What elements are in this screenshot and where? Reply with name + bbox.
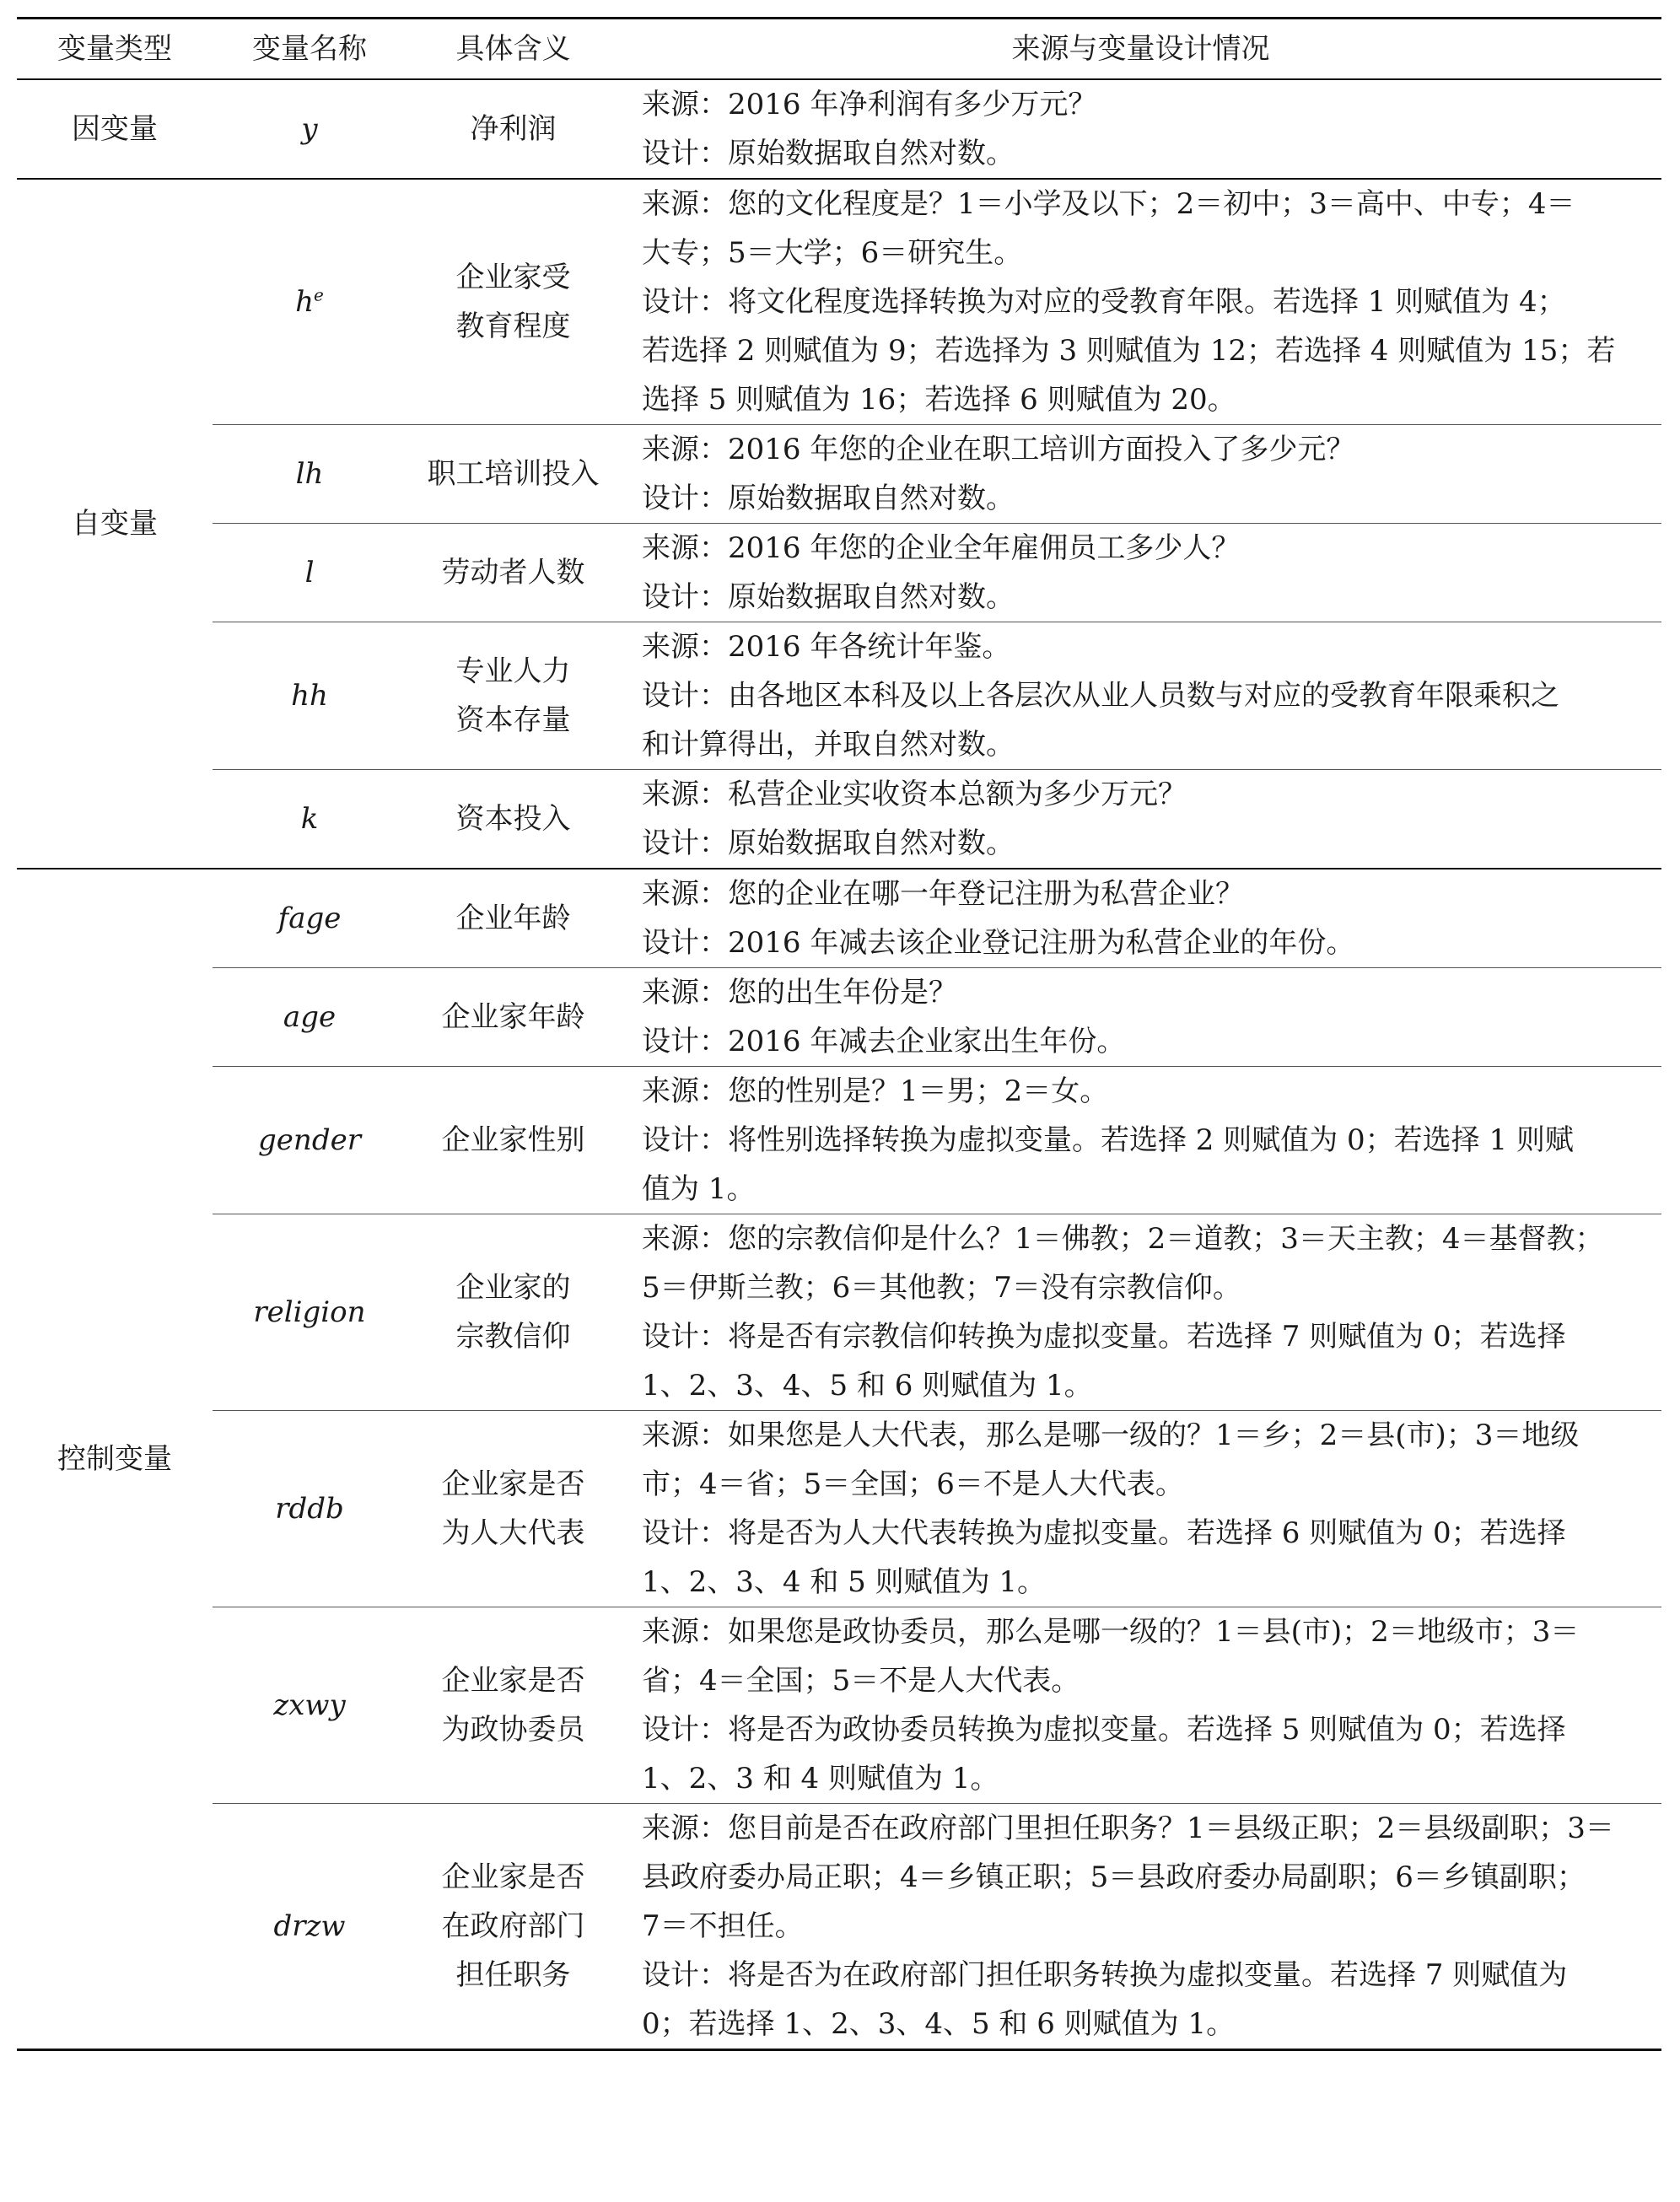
source-design-cell bbox=[620, 622, 1661, 770]
source-design-cell bbox=[620, 1067, 1661, 1214]
header-meaning: 具体含义 bbox=[407, 19, 620, 80]
description-line: 来源：2016 年您的企业全年雇佣员工多少人？ bbox=[642, 531, 1241, 565]
variable-name-cell bbox=[213, 425, 407, 524]
description-line: 省；4＝全国；5＝不是人大代表。 bbox=[642, 1664, 1080, 1698]
variable-symbol: h bbox=[295, 285, 315, 319]
meaning-line: 企业家性别 bbox=[441, 1123, 585, 1157]
table-row bbox=[17, 1411, 1661, 1607]
meaning-line: 资本存量 bbox=[455, 703, 571, 737]
meaning-line: 净利润 bbox=[470, 112, 557, 146]
description-line: 若选择 2 则赋值为 9；若选择为 3 则赋值为 12；若选择 4 则赋值为 15；若 bbox=[642, 334, 1616, 368]
variable-name-cell bbox=[213, 524, 407, 622]
description-line: 设计：原始数据取自然对数。 bbox=[642, 826, 1015, 860]
variable-symbol: l bbox=[304, 556, 315, 590]
description-line: 设计：将性别选择转换为虚拟变量。若选择 2 则赋值为 0；若选择 1 则赋 bbox=[642, 1123, 1574, 1157]
meaning-line: 企业家受 bbox=[455, 261, 571, 294]
description-line: 设计：2016 年减去该企业登记注册为私营企业的年份。 bbox=[642, 926, 1355, 960]
variable-group bbox=[17, 179, 1661, 869]
source-design-cell bbox=[620, 79, 1661, 179]
description-line: 来源：您目前是否在政府部门里担任职务？1＝县级正职；2＝县级副职；3＝ bbox=[642, 1812, 1614, 1845]
variable-group bbox=[17, 869, 1661, 2050]
variable-table bbox=[17, 17, 1661, 2051]
description-line: 值为 1。 bbox=[642, 1172, 756, 1206]
variable-name-cell bbox=[213, 968, 407, 1067]
meaning-line: 在政府部门 bbox=[441, 1909, 585, 1943]
variable-symbol: fage bbox=[277, 902, 342, 935]
description-line: 设计：将是否有宗教信仰转换为虚拟变量。若选择 7 则赋值为 0；若选择 bbox=[642, 1320, 1566, 1354]
header-source-design: 来源与变量设计情况 bbox=[620, 19, 1661, 80]
description-line: 来源：2016 年您的企业在职工培训方面投入了多少元？ bbox=[642, 433, 1355, 466]
variable-symbol: k bbox=[300, 802, 319, 836]
table-row bbox=[17, 770, 1661, 869]
header-row bbox=[17, 19, 1661, 80]
description-line: 0；若选择 1、2、3、4、5 和 6 则赋值为 1。 bbox=[642, 2007, 1236, 2041]
table-row bbox=[17, 425, 1661, 524]
meaning-line: 教育程度 bbox=[455, 310, 571, 343]
meaning-cell bbox=[407, 770, 620, 869]
meaning-line: 担任职务 bbox=[455, 1958, 571, 1992]
variable-superscript: e bbox=[314, 284, 324, 305]
meaning-cell bbox=[407, 79, 620, 179]
meaning-cell bbox=[407, 425, 620, 524]
description-line: 和计算得出，并取自然对数。 bbox=[642, 728, 1015, 762]
description-line: 来源：2016 年各统计年鉴。 bbox=[642, 630, 1011, 664]
description-line: 设计：原始数据取自然对数。 bbox=[642, 482, 1015, 515]
variable-symbol: religion bbox=[253, 1295, 366, 1329]
description-line: 来源：如果您是政协委员，那么是哪一级的？1＝县(市)；2＝地级市；3＝ bbox=[642, 1615, 1580, 1649]
table-row bbox=[17, 1214, 1661, 1411]
meaning-cell bbox=[407, 1067, 620, 1214]
meaning-cell bbox=[407, 622, 620, 770]
source-design-cell bbox=[620, 1214, 1661, 1411]
variable-symbol: lh bbox=[295, 457, 324, 491]
description-line: 7＝不担任。 bbox=[642, 1909, 804, 1943]
meaning-cell bbox=[407, 179, 620, 425]
description-line: 来源：您的文化程度是？1＝小学及以下；2＝初中；3＝高中、中专；4＝ bbox=[642, 187, 1575, 221]
description-line: 大专；5＝大学；6＝研究生。 bbox=[642, 236, 1023, 270]
meaning-line: 劳动者人数 bbox=[441, 556, 585, 590]
source-design-cell bbox=[620, 179, 1661, 425]
meaning-line: 企业家是否 bbox=[441, 1860, 585, 1894]
table-row bbox=[17, 79, 1661, 179]
source-design-cell bbox=[620, 425, 1661, 524]
variable-name-cell bbox=[213, 1214, 407, 1411]
description-line: 来源：您的宗教信仰是什么？1＝佛教；2＝道教；3＝天主教；4＝基督教； bbox=[642, 1222, 1604, 1256]
source-design-cell bbox=[620, 1411, 1661, 1607]
description-line: 设计：原始数据取自然对数。 bbox=[642, 137, 1015, 170]
variable-type-cell: 控制变量 bbox=[17, 869, 213, 2050]
description-line: 来源：您的出生年份是？ bbox=[642, 976, 957, 1009]
meaning-line: 企业家是否 bbox=[441, 1664, 585, 1698]
description-line: 1、2、3 和 4 则赋值为 1。 bbox=[642, 1762, 999, 1796]
table-row bbox=[17, 622, 1661, 770]
description-line: 1、2、3、4、5 和 6 则赋值为 1。 bbox=[642, 1369, 1093, 1402]
meaning-line: 为政协委员 bbox=[441, 1713, 585, 1747]
table-row bbox=[17, 1804, 1661, 2050]
description-line: 市；4＝省；5＝全国；6＝不是人大代表。 bbox=[642, 1467, 1184, 1501]
source-design-cell bbox=[620, 869, 1661, 968]
variable-name-cell bbox=[213, 1067, 407, 1214]
variable-name-cell bbox=[213, 179, 407, 425]
source-design-cell bbox=[620, 524, 1661, 622]
meaning-line: 企业家的 bbox=[455, 1271, 571, 1305]
variable-symbol: rddb bbox=[275, 1492, 344, 1526]
meaning-line: 职工培训投入 bbox=[427, 457, 600, 491]
meaning-cell bbox=[407, 968, 620, 1067]
description-line: 设计：将文化程度选择转换为对应的受教育年限。若选择 1 则赋值为 4； bbox=[642, 285, 1566, 319]
description-line: 1、2、3、4 和 5 则赋值为 1。 bbox=[642, 1565, 1047, 1599]
meaning-line: 企业家年龄 bbox=[441, 1000, 585, 1034]
table-row bbox=[17, 179, 1661, 425]
table-row bbox=[17, 968, 1661, 1067]
meaning-cell bbox=[407, 1214, 620, 1411]
variable-name-cell bbox=[213, 869, 407, 968]
variable-type-cell: 因变量 bbox=[17, 79, 213, 179]
description-line: 设计：原始数据取自然对数。 bbox=[642, 580, 1015, 614]
description-line: 设计：将是否为政协委员转换为虚拟变量。若选择 5 则赋值为 0；若选择 bbox=[642, 1713, 1566, 1747]
variable-name-cell bbox=[213, 1804, 407, 2050]
description-line: 设计：将是否为人大代表转换为虚拟变量。若选择 6 则赋值为 0；若选择 bbox=[642, 1516, 1566, 1550]
variable-type-cell: 自变量 bbox=[17, 179, 213, 869]
variable-group bbox=[17, 79, 1661, 179]
meaning-line: 为人大代表 bbox=[441, 1516, 585, 1550]
variable-symbol: gender bbox=[258, 1123, 361, 1157]
description-line: 县政府委办局正职；4＝乡镇正职；5＝县政府委办局副职；6＝乡镇副职； bbox=[642, 1860, 1586, 1894]
variable-name-cell bbox=[213, 1411, 407, 1607]
meaning-line: 资本投入 bbox=[455, 802, 571, 836]
description-line: 设计：将是否为在政府部门担任职务转换为虚拟变量。若选择 7 则赋值为 bbox=[642, 1958, 1568, 1992]
variable-name-cell bbox=[213, 770, 407, 869]
description-line: 选择 5 则赋值为 16；若选择 6 则赋值为 20。 bbox=[642, 383, 1236, 417]
meaning-cell bbox=[407, 524, 620, 622]
meaning-line: 宗教信仰 bbox=[455, 1320, 571, 1354]
variable-symbol: hh bbox=[291, 679, 328, 713]
meaning-line: 企业家是否 bbox=[441, 1467, 585, 1501]
source-design-cell bbox=[620, 770, 1661, 869]
description-line: 来源：您的企业在哪一年登记注册为私营企业？ bbox=[642, 877, 1244, 911]
variable-name-cell bbox=[213, 1607, 407, 1804]
description-line: 5＝伊斯兰教；6＝其他教；7＝没有宗教信仰。 bbox=[642, 1271, 1241, 1305]
source-design-cell bbox=[620, 1804, 1661, 2050]
description-line: 来源：如果您是人大代表，那么是哪一级的？1＝乡；2＝县(市)；3＝地级 bbox=[642, 1419, 1580, 1452]
description-line: 设计：2016 年减去企业家出生年份。 bbox=[642, 1025, 1126, 1058]
variable-symbol: drzw bbox=[273, 1909, 346, 1943]
variable-symbol: age bbox=[283, 1000, 337, 1034]
table-row bbox=[17, 524, 1661, 622]
meaning-line: 企业年龄 bbox=[455, 902, 571, 935]
meaning-cell bbox=[407, 1607, 620, 1804]
meaning-line: 专业人力 bbox=[455, 654, 571, 688]
description-line: 来源：您的性别是？1＝男；2＝女。 bbox=[642, 1074, 1109, 1108]
variable-name-cell bbox=[213, 622, 407, 770]
description-line: 来源：2016 年净利润有多少万元？ bbox=[642, 88, 1097, 121]
meaning-cell bbox=[407, 869, 620, 968]
source-design-cell bbox=[620, 968, 1661, 1067]
variable-symbol: y bbox=[301, 112, 318, 146]
variable-name-cell bbox=[213, 79, 407, 179]
meaning-cell bbox=[407, 1804, 620, 2050]
header-variable-name: 变量名称 bbox=[213, 19, 407, 80]
source-design-cell bbox=[620, 1607, 1661, 1804]
description-line: 来源：私营企业实收资本总额为多少万元？ bbox=[642, 778, 1187, 811]
description-line: 设计：由各地区本科及以上各层次从业人员数与对应的受教育年限乘积之 bbox=[642, 679, 1559, 713]
table-row bbox=[17, 1067, 1661, 1214]
meaning-cell bbox=[407, 1411, 620, 1607]
table-row bbox=[17, 1607, 1661, 1804]
table-row bbox=[17, 869, 1661, 968]
variable-symbol: zxwy bbox=[273, 1688, 346, 1722]
header-variable-type: 变量类型 bbox=[17, 19, 213, 80]
